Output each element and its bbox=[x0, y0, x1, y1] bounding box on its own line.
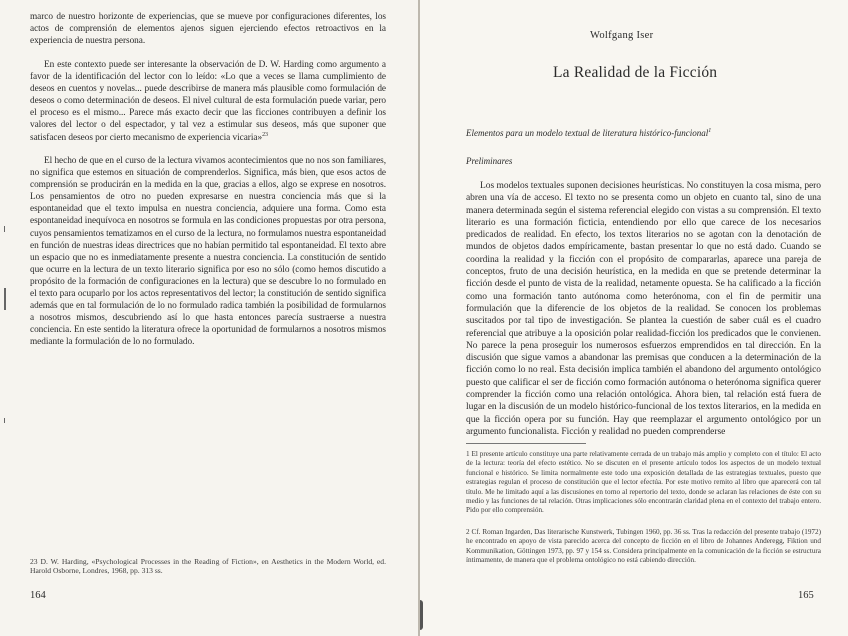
section-heading: Preliminares bbox=[466, 156, 513, 166]
margin-mark bbox=[4, 418, 5, 423]
left-paragraph-3: El hecho de que en el curso de la lectura vivamos acontecimientos que no nos son familiares, no significa que estemos en situación de comprenderlos. Significa, más bien, que esos actos de comprensión se producirán en la medida en la que, gracias a ellos, algo se exprese en nosotros. Los pensamientos de otro no pueden expresarse en nuestra conciencia más que si la espontaneidad que el texto impulsa en nuestra conciencia, adquiere una forma. Como esta espontaneidad inequívoca en nosotros se formula en las condiciones propuestas por otra persona, cuyos pensamientos tematizamos en el curso de la lectura, no formulamos nuestra espontaneidad en función de nuestras ideas directrices que no habían permitido tal espontaneidad. El texto abre un espacio que no es inmediatamente presente a nuestra conciencia. La constitución de sentido que ocurre en la lectura de un texto literario significa por eso no sólo (como hemos discutido a propósito de la formación de configuraciones en la lectura) que se descubre lo no formulado en el texto para ocuparlo por los actos representativos del lector; la constitución de sentido significa además que en tal formulación de lo no formulado radica también la posibilidad de formularnos a nosotros mismos, descubriendo así lo que hasta entonces parecía sustraerse a nuestra conciencia. En este sentido la literatura ofrece la oportunidad de formularnos a nosotros mismos mediante la formulación de lo no formulado. bbox=[30, 156, 386, 348]
left-paragraph-1: marco de nuestro horizonte de experiencias, que se mueve por configuraciones diferentes, los actos de comprensión de elementos ajenos siguen ejerciendo efectos retroactivos en la experiencia de nuestra persona. bbox=[30, 12, 386, 47]
left-paragraph-2 bbox=[30, 59, 386, 144]
right-footnote-2: 2 Cf. Roman Ingarden, Das literarische Kunstwerk, Tubingen 1960, pp. 36 ss. Tras la redacción del presente trabajo (1972) he encontrado en apoyo de vista parecido acerca del concepto de ficción en el libro de Johannes Anderegg, Fiktion und Kommunikation, Göttingen 1973, pp. 97 y 154 ss. Considera principalmente en la comunicación de la ficción se estructura íntimamente, de manera que el problema ontológico no está cabiendo dirección. bbox=[466, 528, 821, 565]
chapter-subtitle-text: Elementos para un modelo textual de literatura histórico-funcional bbox=[466, 128, 709, 138]
subtitle-footnote-ref: 1 bbox=[708, 128, 712, 134]
ink-stain bbox=[420, 600, 423, 630]
right-body-text: Los modelos textuales suponen decisiones heurísticas. No constituyen la cosa misma, pero abren una vía de acceso. El texto no se presenta como un objeto en cuanto tal, sino de una manera determinada según el sistema referencial elegido con vistas a su comprensión. El texto literario es una formación ficticia, entendiendo por ello que carece de los necesarios predicados de realidad. En efecto, los textos literarios no se agotan con la denotación de mundos de objetos dados empíricamente, bastan presentar lo que no está dado. Cuando se coordina la realidad y la ficción con el propósito de compararlas, aparece una pareja de conceptos, fruto de una decisión heurística, en la medida en que se pretende determinar la ficción desde el punto de vista de la realidad, netamente opuesta. Se ha calificado a la ficción como una formación tanto autónoma como heterónoma, con el fin de permitir una formulación que la diferencie de los objetos de la realidad. Se conocen los problemas suscitados por tal tipo de investigación. Se plantea la cuestión de saber cuál es el cuadro referencial que atribuye a la oposición polar realidad-ficción los predicados que le convienen. No parece la pena proseguir los numerosos esfuerzos emprendidos en tal dirección. En la discusión que sigue vamos a abandonar las premisas que conducen a la determinación de la ficción como lo no real. Esta decisión implica también el abandono del argumento ontológico puesto que calificar el ser de ficción como formación autónoma o heterónoma significa querer comprender la ficción como una relación ontológica. Ahora bien, tal relación está fuera de lugar en la discusión de un modelo histórico-funcional de los textos literarios, en la medida en que la ficción opera por su función. Hay que reemplazar el argumento ontológico por un argumento funcionalista. Ficción y realidad no pueden comprenderse bbox=[466, 181, 821, 437]
margin-mark bbox=[4, 288, 6, 310]
margin-mark bbox=[4, 226, 5, 232]
left-paragraph-2-text: En este contexto puede ser interesante la observación de D. W. Harding como argumento a favor de la identificación del lector con lo leído: «Lo que a veces se llama cumplimiento de deseos en cuentos y novelas... puede describirse de manera más plausible como formulación de deseos o como determinación de deseos. El nivel cultural de esta formulación puede variar, pero el proceso es el mismo... Parece más exacto decir que las ficciones contribuyen a definir los valores del lector o del espectador, y tal vez a estimular sus deseos, más que suponer que satisfacen deseos por cierto mecanismo de experiencia vicaria» bbox=[30, 60, 386, 143]
footnote-rule bbox=[466, 443, 586, 444]
left-page bbox=[0, 0, 418, 636]
left-page-number: 164 bbox=[30, 590, 46, 601]
footnote-ref-23: 23 bbox=[262, 131, 268, 138]
chapter-subtitle bbox=[466, 128, 711, 138]
right-footnote-1: 1 El presente artículo constituye una parte relativamente cerrada de un trabajo más amplio y completo con el título: El acto de la lectura: teoría del efecto estético. No se discuten en el presente artículo todos los aspectos de un modelo textual funcional e histórico. Se limita normalmente este todo una exposición detallada de las estrategias textuales, puesto que estrategias regulan el proceso de constitución que el lector efectúa. Por este motivo remito al libro que aparecerá con tal título. Me he limitado aquí a las discusiones en torno al repertorio del texto, donde se aclaran las relaciones de éste con su medio y las funciones de tal relación. Otras implicaciones sólo encontrarán claridad plena en el contexto del trabajo entero. Pido por ello comprensión. bbox=[466, 450, 821, 515]
right-page-number: 165 bbox=[798, 590, 814, 601]
chapter-title: La Realidad de la Ficción bbox=[553, 64, 718, 81]
author-name: Wolfgang Iser bbox=[590, 30, 654, 41]
left-footnote: 23 D. W. Harding, «Psychological Processes in the Reading of Fiction», en Aesthetics in the Modern World, ed. Harold Osborne, Londres, 1968, pp. 313 ss. bbox=[30, 557, 386, 576]
